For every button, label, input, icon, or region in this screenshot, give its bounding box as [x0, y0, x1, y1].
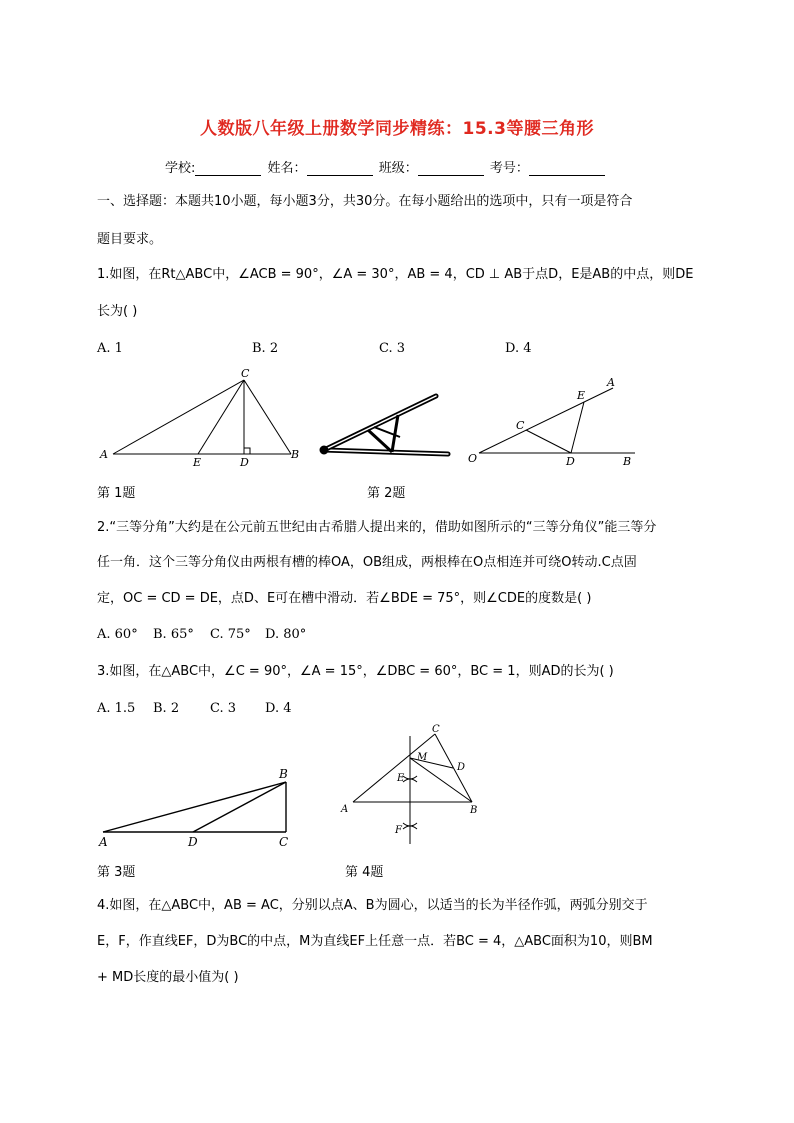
fig1-label-c: C — [241, 367, 250, 380]
q4-text-line1: 4.如图，在△ABC中，AB = AC，分别以点A、B为圆心，以适当的长为半径作弧，两弧分别交于 — [97, 898, 648, 913]
class-label: 班级： — [378, 161, 418, 176]
q3fig-label-d: D — [188, 835, 198, 849]
school-label: 学校: — [165, 161, 196, 176]
page-title: 人数版八年级上册数学同步精练：15.3等腰三角形 — [200, 119, 594, 139]
fig3-label-d: D — [566, 455, 575, 468]
figure-4-caption: 第 4题 — [345, 865, 384, 880]
q4-text-line3: + MD长度的最小值为( ) — [97, 970, 239, 985]
fig3-label-b: B — [623, 455, 632, 468]
q2-option-b[interactable]: B. 65° — [153, 627, 194, 642]
q4-text-line2: E，F，作直线EF，D为BC的中点，M为直线EF上任意一点．若BC = 4，△ABC面积为10，则BM — [97, 934, 653, 949]
figure-2-trisector-device — [318, 382, 458, 462]
fig4-segment-ac — [353, 734, 435, 802]
fig3-segment-cd — [526, 430, 571, 453]
q2-option-d[interactable]: D. 80° — [265, 627, 307, 642]
q3-option-d[interactable]: D. 4 — [265, 701, 292, 716]
figure-4-construction — [335, 722, 495, 847]
figure-2-caption: 第 2题 — [367, 486, 406, 501]
fig1-segment-ac — [113, 380, 244, 454]
fig3-label-c: C — [516, 419, 525, 432]
q2-option-a[interactable]: A. 60° — [97, 627, 138, 642]
q3fig-label-b: B — [279, 767, 288, 781]
q3fig-segment-bd — [193, 782, 286, 832]
fig4-label-a: A — [341, 804, 349, 815]
fig4-label-f: F — [395, 825, 402, 836]
class-blank[interactable] — [418, 161, 484, 176]
q2-text-line1: 2.“三等分角”大约是在公元前五世纪由古希腊人提出来的，借助如图所示的“三等分角仪”能三等分 — [97, 520, 657, 535]
student-info-row — [165, 157, 607, 176]
q1-option-d[interactable]: D. 4 — [505, 341, 532, 356]
q3-option-c[interactable]: C. 3 — [210, 701, 237, 716]
q1-option-c[interactable]: C. 3 — [379, 341, 406, 356]
fig4-label-c: C — [432, 724, 440, 735]
fig4-label-d: D — [457, 762, 466, 773]
fig1-label-a: A — [100, 448, 108, 461]
fig1-label-d: D — [240, 456, 249, 469]
school-blank[interactable] — [195, 161, 261, 176]
section-heading-line2: 题目要求。 — [97, 232, 163, 247]
fig2-pivot-o — [320, 446, 328, 454]
fig4-label-e: E — [397, 773, 405, 784]
figure-q3-triangle — [95, 762, 300, 852]
q2-option-c[interactable]: C. 75° — [210, 627, 251, 642]
q2-text-line2: 任一角．这个三等分角仪由两根有槽的棒OA，OB组成，两根棒在O点相连并可绕O转动.C点固 — [97, 555, 637, 570]
q1-option-b[interactable]: B. 2 — [252, 341, 279, 356]
fig4-label-m: M — [417, 752, 428, 763]
figure-1-triangle — [95, 365, 310, 475]
fig1-segment-bc — [244, 380, 291, 454]
name-blank[interactable] — [307, 161, 373, 176]
number-label: 考号： — [489, 161, 529, 176]
q2-text-line3: 定，OC = CD = DE，点D、E可在槽中滑动．若∠BDE = 75°，则∠CDE的度数是( ) — [97, 591, 592, 606]
q1-text-line1: 1.如图，在Rt△ABC中，∠ACB = 90°，∠A = 30°，AB = 4，CD ⊥ AB于点D，E是AB的中点，则DE — [97, 267, 694, 282]
fig4-segment-bc — [435, 734, 472, 802]
fig3-label-a: A — [607, 376, 615, 389]
section-heading-line1: 一、选择题：本题共10小题，每小题3分，共30分。在每小题给出的选项中，只有一项是符合 — [97, 194, 633, 209]
fig3-segment-de — [571, 402, 584, 453]
number-blank[interactable] — [529, 161, 605, 176]
fig3-label-o: O — [468, 452, 478, 465]
q3fig-segment-ab — [103, 782, 286, 832]
fig3-ray-oa — [479, 388, 613, 453]
q3-option-b[interactable]: B. 2 — [153, 701, 180, 716]
q1-option-a[interactable]: A. 1 — [97, 341, 123, 356]
figure-1-caption: 第 1题 — [97, 486, 136, 501]
q3-option-a[interactable]: A. 1.5 — [97, 701, 136, 716]
q3fig-label-a: A — [99, 835, 108, 849]
figure-3-angle — [465, 370, 645, 470]
q3fig-label-c: C — [279, 835, 289, 849]
fig4-label-b: B — [470, 805, 478, 816]
fig1-label-b: B — [291, 448, 300, 461]
fig1-right-angle-mark — [244, 448, 250, 454]
figure-3-caption: 第 3题 — [97, 865, 136, 880]
name-label: 姓名： — [267, 161, 307, 176]
fig1-label-e: E — [193, 456, 202, 469]
fig3-label-e: E — [577, 389, 586, 402]
q1-text-line2: 长为( ) — [97, 304, 138, 319]
q3-text-line1: 3.如图，在△ABC中，∠C = 90°，∠A = 15°，∠DBC = 60°，BC = 1，则AD的长为( ) — [97, 664, 614, 679]
fig1-segment-ce — [198, 380, 244, 454]
